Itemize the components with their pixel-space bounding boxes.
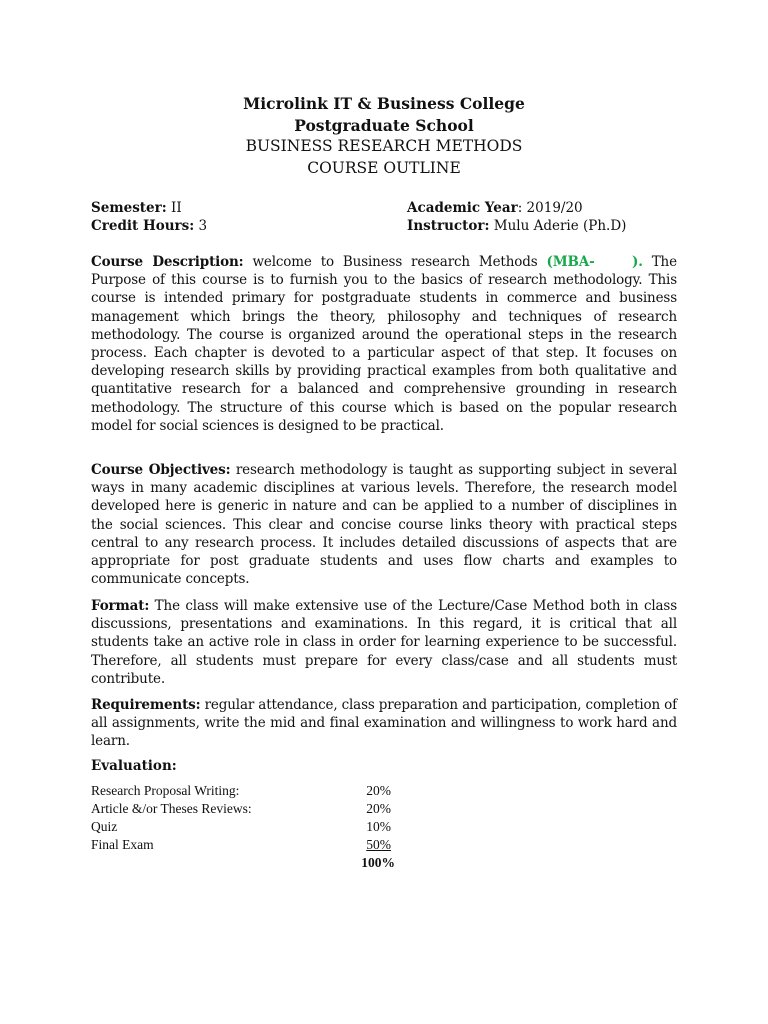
course-description-label: Course Description: (91, 254, 244, 270)
requirements-label: Requirements: (91, 697, 201, 713)
instructor-label: Instructor: (407, 218, 490, 234)
academic-year (407, 200, 583, 216)
mba-highlight: (MBA- ). (546, 254, 643, 270)
course-objectives (91, 461, 677, 588)
academic-year-value: : 2019/20 (517, 200, 583, 216)
evaluation-row (91, 837, 411, 855)
evaluation-row (91, 819, 411, 837)
requirements-body: regular attendance, class preparation and participation, completion of all assignments, write the mid and final examination and willingness to work hard and learn. (91, 697, 678, 750)
format-body: The class will make extensive use of the Lecture/Case Method both in class discussions, presentations and examinations. In this regard, it is critical that all students take an active role in class in order for learning experience to be successful. Therefore, all students must prepare for every class/case and all students must contribute. (91, 598, 677, 687)
evaluation-percent: 10% (366, 819, 391, 834)
credit-hours-value: 3 (198, 218, 208, 234)
document-header (0, 93, 768, 179)
evaluation-item: Article &/or Theses Reviews: (91, 801, 252, 816)
format-section (91, 597, 677, 688)
semester-label: Semester: (91, 200, 167, 216)
evaluation-total: 100% (361, 855, 395, 870)
credit-hours (91, 218, 207, 234)
document-type: COURSE OUTLINE (307, 158, 461, 177)
academic-year-label: Academic Year (407, 200, 518, 216)
instructor (407, 218, 626, 234)
evaluation-title: Evaluation: (91, 758, 177, 774)
evaluation-percent: 50% (366, 837, 391, 852)
college-name: Microlink IT & Business College (243, 94, 525, 113)
evaluation-item: Quiz (91, 819, 118, 834)
school-name: Postgraduate School (294, 115, 474, 135)
evaluation-percent: 20% (366, 783, 391, 798)
course-description-intro: welcome to Business research Methods (252, 254, 538, 270)
semester-value: II (171, 200, 182, 216)
requirements-section (91, 696, 677, 751)
course-description (91, 253, 677, 435)
evaluation-percent: 20% (366, 801, 391, 816)
semester (91, 200, 182, 216)
credit-hours-label: Credit Hours: (91, 218, 195, 234)
course-objectives-label: Course Objectives: (91, 462, 231, 478)
evaluation-item: Research Proposal Writing: (91, 783, 240, 798)
evaluation-table (91, 783, 411, 870)
course-description-body: The Purpose of this course is to furnish you to the basics of research methodology. This course is intended primary for postgraduate students in commerce and business management which brings the theory, philosophy and techniques of research methodology. The course is organized around the operational steps in the research process. Each chapter is devoted to a particular aspect of that step. It focuses on developing research skills by providing practical examples from both qualitative and quantitative research for a balanced and comprehensive grounding in research methodology. The structure of this course which is based on the popular research model for social sciences is designed to be practical. (91, 254, 677, 434)
evaluation-row (91, 783, 411, 801)
evaluation-row (91, 801, 411, 819)
course-objectives-body: research methodology is taught as supporting subject in several ways in many academic disciplines at various levels. Therefore, the research model developed here is generic in nature and can be applied to a number of disciplines in the social sciences. This clear and concise course links theory with practical steps central to any research process. It includes detailed discussions of aspects that are appropriate for post graduate students and uses flow charts and examples to communicate concepts. (91, 462, 678, 588)
evaluation-item: Final Exam (91, 837, 154, 852)
format-label: Format: (91, 598, 150, 614)
instructor-value: Mulu Aderie (Ph.D) (493, 218, 627, 234)
course-title: BUSINESS RESEARCH METHODS (245, 137, 523, 155)
